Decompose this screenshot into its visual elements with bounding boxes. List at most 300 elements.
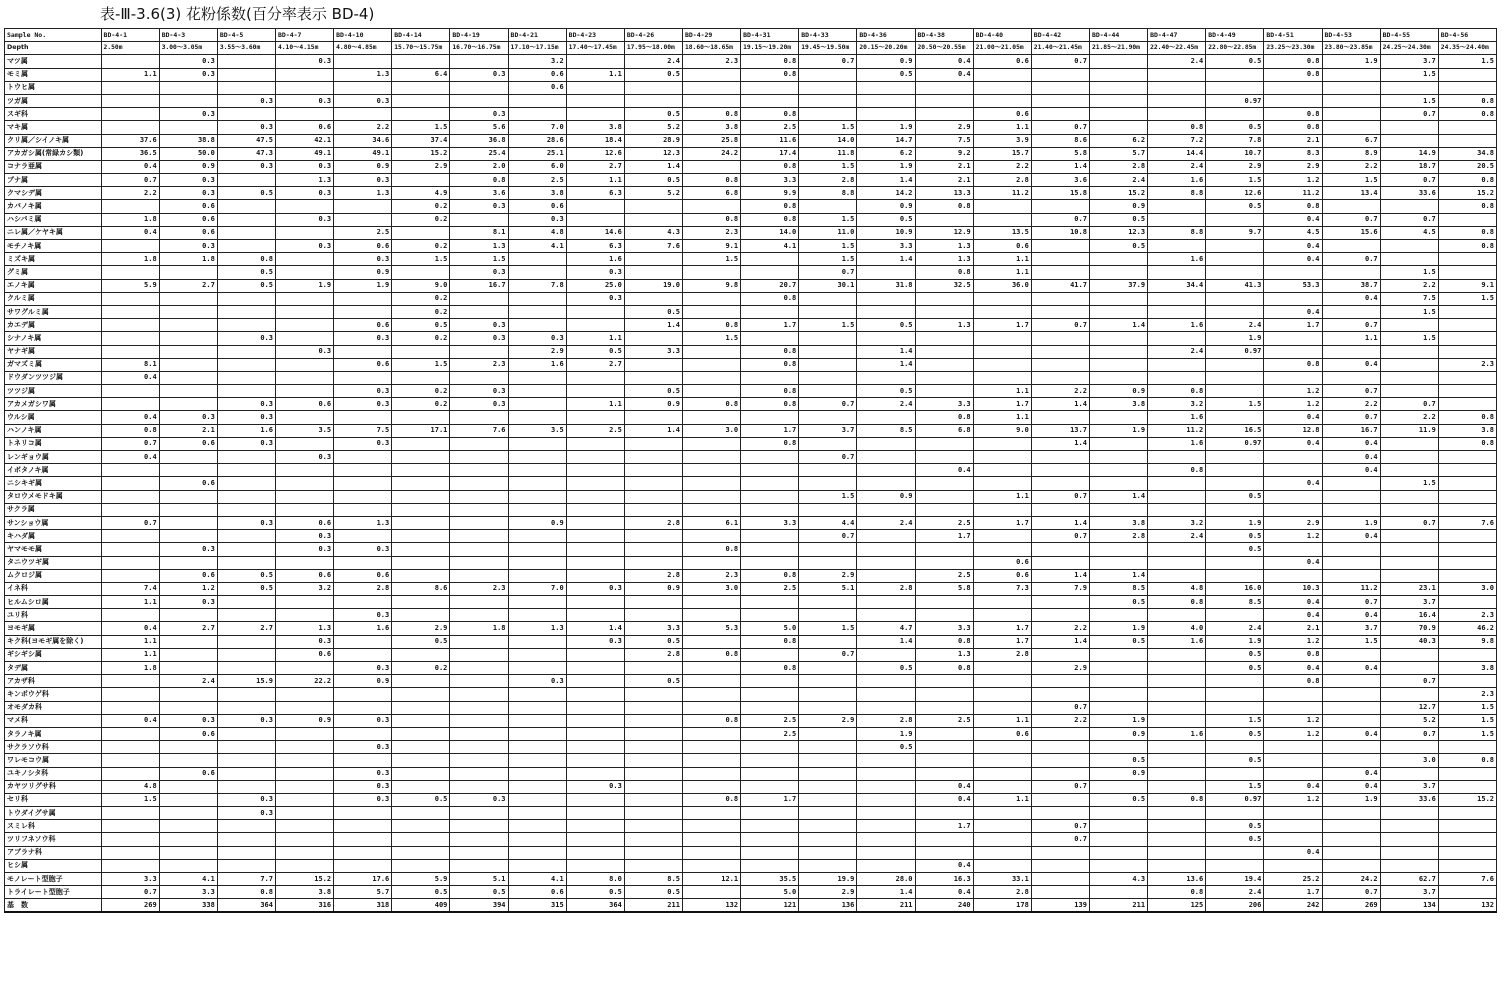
value-cell: 9.1: [1438, 279, 1496, 292]
value-cell: [1438, 490, 1496, 503]
value-cell: [857, 266, 915, 279]
sample-id-cell: BD-4-5: [217, 29, 275, 42]
value-cell: 6.3: [566, 187, 624, 200]
value-cell: 0.8: [915, 662, 973, 675]
value-cell: 1.6: [1148, 319, 1206, 332]
value-cell: [450, 94, 508, 107]
value-cell: [217, 240, 275, 253]
value-cell: [334, 213, 392, 226]
value-cell: [275, 305, 333, 318]
value-cell: 0.3: [508, 332, 566, 345]
value-cell: [857, 793, 915, 806]
value-cell: [1380, 200, 1438, 213]
value-cell: 18.4: [566, 134, 624, 147]
table-row: [5, 727, 1497, 740]
value-cell: [1148, 609, 1206, 622]
value-cell: 1.7: [973, 319, 1031, 332]
value-cell: 1.3: [915, 648, 973, 661]
value-cell: [275, 490, 333, 503]
table-row: [5, 714, 1497, 727]
value-cell: [566, 648, 624, 661]
value-cell: 6.2: [857, 147, 915, 160]
value-cell: 2.8: [624, 569, 682, 582]
value-cell: [1322, 741, 1380, 754]
value-cell: [275, 859, 333, 872]
value-cell: [392, 266, 450, 279]
value-cell: [973, 846, 1031, 859]
value-cell: [566, 464, 624, 477]
value-cell: 1.8: [101, 213, 159, 226]
value-cell: 1.1: [566, 174, 624, 187]
value-cell: 11.8: [799, 147, 857, 160]
value-cell: 0.6: [159, 226, 217, 239]
value-cell: 7.9: [1031, 582, 1089, 595]
value-cell: 0.8: [915, 266, 973, 279]
value-cell: 0.8: [741, 55, 799, 68]
value-cell: [566, 371, 624, 384]
value-cell: [1438, 543, 1496, 556]
value-cell: [101, 398, 159, 411]
value-cell: 0.8: [741, 635, 799, 648]
value-cell: [101, 94, 159, 107]
value-cell: 0.6: [508, 886, 566, 899]
value-cell: 2.1: [159, 424, 217, 437]
sample-no-label: Sample No.: [5, 29, 102, 42]
value-cell: [1206, 266, 1264, 279]
value-cell: 1.7: [1264, 319, 1322, 332]
value-cell: [1031, 266, 1089, 279]
value-cell: 2.8: [857, 714, 915, 727]
value-cell: 0.8: [1148, 121, 1206, 134]
value-cell: 0.6: [159, 727, 217, 740]
value-cell: 1.5: [1206, 174, 1264, 187]
value-cell: [1206, 464, 1264, 477]
value-cell: 2.1: [915, 160, 973, 173]
table-row: [5, 200, 1497, 213]
value-cell: 2.2: [334, 121, 392, 134]
value-cell: 7.4: [101, 582, 159, 595]
value-cell: 5.1: [799, 582, 857, 595]
value-cell: [334, 305, 392, 318]
value-cell: [1264, 332, 1322, 345]
value-cell: 8.8: [1148, 226, 1206, 239]
value-cell: 0.4: [101, 411, 159, 424]
value-cell: [159, 688, 217, 701]
value-cell: [682, 358, 740, 371]
value-cell: 1.4: [1089, 569, 1147, 582]
value-cell: 0.3: [159, 174, 217, 187]
table-row: [5, 582, 1497, 595]
value-cell: 10.8: [1031, 226, 1089, 239]
value-cell: 0.8: [1148, 793, 1206, 806]
value-cell: [1031, 358, 1089, 371]
taxon-label: ギシギシ属: [5, 648, 102, 661]
sample-id-cell: BD-4-53: [1322, 29, 1380, 42]
value-cell: 132: [1438, 899, 1496, 912]
value-cell: 2.5: [915, 516, 973, 529]
value-cell: [450, 437, 508, 450]
value-cell: 0.8: [1148, 464, 1206, 477]
value-cell: 1.2: [159, 582, 217, 595]
taxon-label: トライレート型胞子: [5, 886, 102, 899]
value-cell: [217, 727, 275, 740]
value-cell: 31.8: [857, 279, 915, 292]
value-cell: [915, 490, 973, 503]
table-row: [5, 609, 1497, 622]
value-cell: 0.3: [217, 793, 275, 806]
value-cell: [1264, 833, 1322, 846]
value-cell: [101, 754, 159, 767]
value-cell: [275, 437, 333, 450]
taxon-label: ヤマモモ属: [5, 543, 102, 556]
table-row: [5, 398, 1497, 411]
value-cell: 34.6: [334, 134, 392, 147]
value-cell: [1148, 200, 1206, 213]
value-cell: 15.2: [275, 873, 333, 886]
taxon-label: キンポウゲ科: [5, 688, 102, 701]
value-cell: [566, 556, 624, 569]
value-cell: 0.3: [275, 451, 333, 464]
value-cell: 5.8: [1031, 147, 1089, 160]
value-cell: 2.5: [741, 121, 799, 134]
value-cell: [275, 701, 333, 714]
value-cell: [566, 213, 624, 226]
sample-id-cell: BD-4-36: [857, 29, 915, 42]
value-cell: [1438, 451, 1496, 464]
value-cell: [857, 437, 915, 450]
value-cell: 19.0: [624, 279, 682, 292]
taxon-label: キク科(ヨモギ属を除く): [5, 635, 102, 648]
value-cell: 206: [1206, 899, 1264, 912]
value-cell: [275, 688, 333, 701]
value-cell: [508, 807, 566, 820]
value-cell: [1264, 451, 1322, 464]
value-cell: [741, 464, 799, 477]
value-cell: [1264, 490, 1322, 503]
value-cell: [508, 648, 566, 661]
value-cell: 0.2: [392, 213, 450, 226]
value-cell: [392, 55, 450, 68]
table-row: [5, 266, 1497, 279]
value-cell: 13.6: [1148, 873, 1206, 886]
sample-id-cell: BD-4-55: [1380, 29, 1438, 42]
value-cell: 0.6: [275, 398, 333, 411]
value-cell: 0.9: [1089, 767, 1147, 780]
value-cell: 0.3: [275, 240, 333, 253]
value-cell: 0.4: [1322, 727, 1380, 740]
value-cell: 2.2: [1031, 385, 1089, 398]
value-cell: 37.6: [101, 134, 159, 147]
value-cell: [101, 345, 159, 358]
value-cell: 1.5: [1380, 266, 1438, 279]
value-cell: [799, 94, 857, 107]
pollen-data-table: [4, 28, 1497, 913]
value-cell: [1438, 859, 1496, 872]
value-cell: 25.8: [682, 134, 740, 147]
value-cell: [217, 385, 275, 398]
table-row: [5, 873, 1497, 886]
value-cell: 0.8: [1438, 226, 1496, 239]
value-cell: 2.7: [566, 358, 624, 371]
value-cell: [799, 81, 857, 94]
value-cell: [973, 596, 1031, 609]
value-cell: [508, 530, 566, 543]
value-cell: 0.6: [275, 121, 333, 134]
value-cell: [682, 556, 740, 569]
value-cell: 0.4: [1322, 292, 1380, 305]
value-cell: 0.5: [450, 886, 508, 899]
value-cell: 1.1: [973, 411, 1031, 424]
value-cell: 6.8: [915, 424, 973, 437]
value-cell: 13.4: [1322, 187, 1380, 200]
value-cell: [1148, 767, 1206, 780]
value-cell: 0.7: [1322, 319, 1380, 332]
value-cell: [1380, 662, 1438, 675]
value-cell: 7.0: [508, 582, 566, 595]
sample-id-cell: BD-4-1: [101, 29, 159, 42]
value-cell: [334, 635, 392, 648]
value-cell: 0.9: [334, 266, 392, 279]
value-cell: [159, 820, 217, 833]
value-cell: [682, 635, 740, 648]
value-cell: [1380, 240, 1438, 253]
value-cell: [682, 820, 740, 833]
value-cell: [1089, 108, 1147, 121]
table-row: [5, 371, 1497, 384]
value-cell: [799, 807, 857, 820]
taxon-label: シナノキ属: [5, 332, 102, 345]
value-cell: [508, 490, 566, 503]
value-cell: 1.4: [857, 886, 915, 899]
value-cell: 0.6: [275, 648, 333, 661]
value-cell: [741, 859, 799, 872]
depth-cell: 16.70～16.75m: [450, 42, 508, 55]
value-cell: 37.4: [392, 134, 450, 147]
table-row: [5, 516, 1497, 529]
value-cell: 0.3: [450, 319, 508, 332]
value-cell: 4.3: [1089, 873, 1147, 886]
value-cell: 4.1: [159, 873, 217, 886]
value-cell: [1148, 820, 1206, 833]
value-cell: 0.5: [1206, 543, 1264, 556]
value-cell: [1206, 451, 1264, 464]
value-cell: [1438, 767, 1496, 780]
value-cell: [624, 833, 682, 846]
value-cell: [159, 662, 217, 675]
value-cell: [1322, 754, 1380, 767]
table-row: [5, 477, 1497, 490]
value-cell: 2.8: [857, 582, 915, 595]
value-cell: [1148, 859, 1206, 872]
value-cell: 2.3: [1438, 609, 1496, 622]
value-cell: 1.1: [973, 490, 1031, 503]
value-cell: 0.7: [1031, 213, 1089, 226]
value-cell: 269: [1322, 899, 1380, 912]
value-cell: [1148, 833, 1206, 846]
value-cell: [334, 727, 392, 740]
value-cell: 5.2: [624, 187, 682, 200]
value-cell: 1.5: [1206, 714, 1264, 727]
value-cell: 1.3: [275, 622, 333, 635]
value-cell: [1322, 266, 1380, 279]
value-cell: 0.5: [1206, 490, 1264, 503]
value-cell: 6.0: [508, 160, 566, 173]
value-cell: [1031, 240, 1089, 253]
value-cell: [682, 266, 740, 279]
value-cell: [1380, 530, 1438, 543]
value-cell: [973, 332, 1031, 345]
value-cell: 12.7: [1380, 701, 1438, 714]
value-cell: [1322, 68, 1380, 81]
value-cell: 1.3: [334, 516, 392, 529]
value-cell: [1206, 253, 1264, 266]
value-cell: 1.7: [915, 530, 973, 543]
value-cell: 7.6: [1438, 516, 1496, 529]
taxon-label: ユリ科: [5, 609, 102, 622]
value-cell: [799, 292, 857, 305]
value-cell: [624, 754, 682, 767]
table-row: [5, 68, 1497, 81]
value-cell: [1264, 81, 1322, 94]
value-cell: [1089, 464, 1147, 477]
value-cell: [392, 807, 450, 820]
value-cell: 0.6: [159, 200, 217, 213]
value-cell: [682, 160, 740, 173]
taxon-label: スギ科: [5, 108, 102, 121]
value-cell: [566, 477, 624, 490]
depth-cell: 18.60～18.65m: [682, 42, 740, 55]
value-cell: [217, 55, 275, 68]
value-cell: [159, 635, 217, 648]
value-cell: [1148, 741, 1206, 754]
value-cell: 1.6: [1148, 411, 1206, 424]
value-cell: [1206, 859, 1264, 872]
value-cell: 2.9: [1206, 160, 1264, 173]
value-cell: [973, 820, 1031, 833]
value-cell: 0.4: [1264, 556, 1322, 569]
value-cell: 0.4: [1264, 846, 1322, 859]
value-cell: [334, 807, 392, 820]
value-cell: [682, 741, 740, 754]
value-cell: 0.4: [1264, 240, 1322, 253]
value-cell: [682, 371, 740, 384]
value-cell: [334, 596, 392, 609]
table-row: [5, 187, 1497, 200]
value-cell: [392, 451, 450, 464]
value-cell: 0.9: [334, 675, 392, 688]
value-cell: [159, 305, 217, 318]
value-cell: 7.6: [624, 240, 682, 253]
depth-cell: 4.10～4.15m: [275, 42, 333, 55]
value-cell: [682, 68, 740, 81]
taxon-label: サクラ属: [5, 503, 102, 516]
value-cell: [682, 477, 740, 490]
value-cell: [1438, 477, 1496, 490]
value-cell: [1380, 358, 1438, 371]
value-cell: 41.7: [1031, 279, 1089, 292]
value-cell: [334, 754, 392, 767]
value-cell: 0.8: [741, 385, 799, 398]
value-cell: 36.0: [973, 279, 1031, 292]
value-cell: [392, 675, 450, 688]
value-cell: 2.3: [450, 582, 508, 595]
value-cell: 0.3: [159, 108, 217, 121]
value-cell: [624, 266, 682, 279]
value-cell: [566, 516, 624, 529]
table-row: [5, 94, 1497, 107]
table-row: [5, 55, 1497, 68]
value-cell: 32.5: [915, 279, 973, 292]
value-cell: [799, 108, 857, 121]
value-cell: 0.4: [1264, 437, 1322, 450]
value-cell: [915, 477, 973, 490]
value-cell: 2.3: [1438, 358, 1496, 371]
depth-cell: 24.35～24.40m: [1438, 42, 1496, 55]
value-cell: 0.7: [1380, 675, 1438, 688]
taxon-label: モノレート型胞子: [5, 873, 102, 886]
value-cell: 0.9: [624, 582, 682, 595]
value-cell: 0.8: [682, 398, 740, 411]
value-cell: 0.6: [334, 240, 392, 253]
value-cell: [508, 464, 566, 477]
value-cell: [1264, 345, 1322, 358]
value-cell: [1380, 490, 1438, 503]
value-cell: 33.6: [1380, 187, 1438, 200]
value-cell: [450, 569, 508, 582]
value-cell: [915, 556, 973, 569]
value-cell: 0.3: [334, 94, 392, 107]
value-cell: [275, 385, 333, 398]
value-cell: [159, 807, 217, 820]
value-cell: [1089, 81, 1147, 94]
value-cell: [1148, 688, 1206, 701]
value-cell: 1.2: [1264, 174, 1322, 187]
value-cell: [275, 780, 333, 793]
value-cell: [1380, 846, 1438, 859]
table-row: [5, 332, 1497, 345]
value-cell: [217, 754, 275, 767]
value-cell: [741, 411, 799, 424]
value-cell: [973, 543, 1031, 556]
value-cell: 3.7: [1322, 622, 1380, 635]
value-cell: 0.8: [1264, 68, 1322, 81]
value-cell: 1.5: [1438, 55, 1496, 68]
value-cell: [741, 767, 799, 780]
value-cell: [217, 108, 275, 121]
value-cell: 0.8: [1148, 385, 1206, 398]
value-cell: 2.4: [624, 55, 682, 68]
value-cell: 0.5: [857, 213, 915, 226]
value-cell: 0.7: [1031, 820, 1089, 833]
value-cell: 0.9: [624, 398, 682, 411]
value-cell: [508, 859, 566, 872]
value-cell: [450, 675, 508, 688]
taxon-label: イボタノキ属: [5, 464, 102, 477]
value-cell: 1.1: [973, 385, 1031, 398]
taxon-label: モミ属: [5, 68, 102, 81]
value-cell: [1206, 68, 1264, 81]
value-cell: 0.9: [857, 55, 915, 68]
value-cell: 1.1: [566, 68, 624, 81]
value-cell: [217, 820, 275, 833]
value-cell: 3.3: [624, 622, 682, 635]
value-cell: 2.8: [624, 516, 682, 529]
value-cell: [450, 490, 508, 503]
value-cell: [915, 305, 973, 318]
value-cell: [682, 859, 740, 872]
value-cell: 0.6: [159, 767, 217, 780]
value-cell: [450, 846, 508, 859]
